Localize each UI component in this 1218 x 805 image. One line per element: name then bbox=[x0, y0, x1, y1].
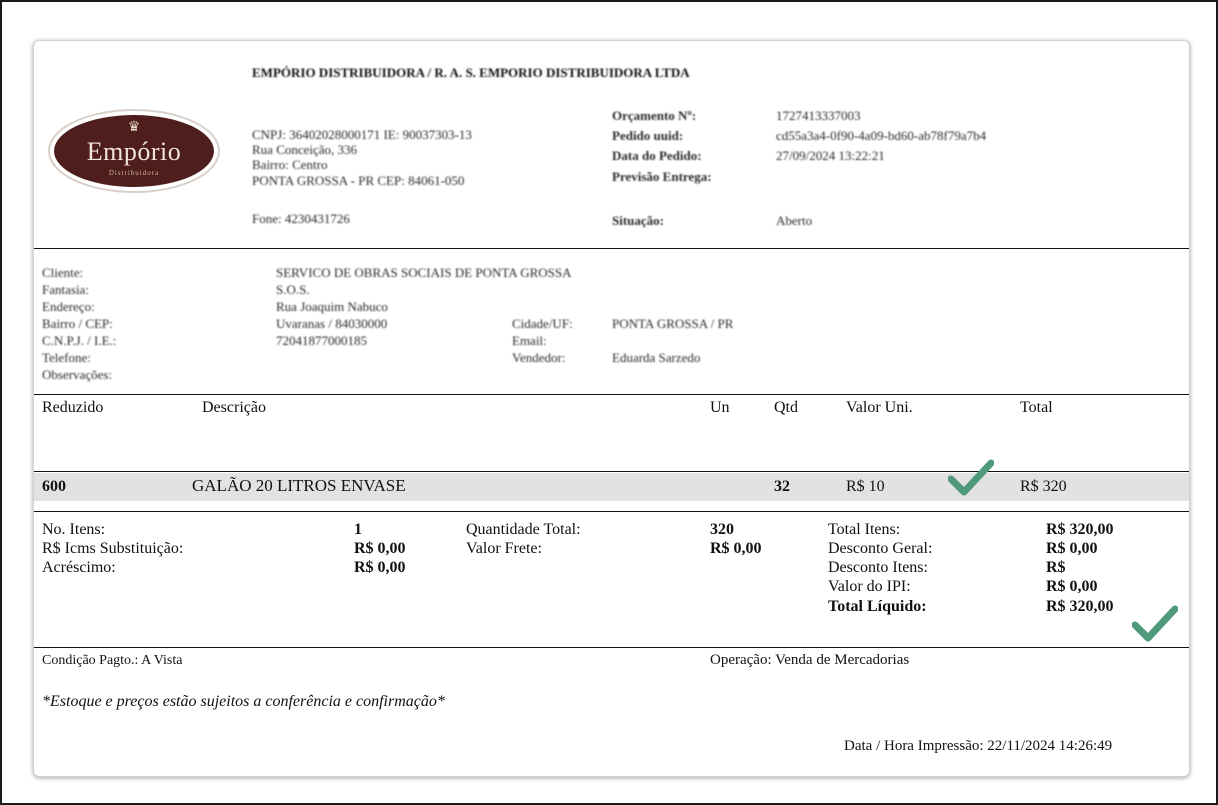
bairro-label: Bairro / CEP: bbox=[42, 316, 113, 331]
row-valor-uni: R$ 10 bbox=[846, 478, 885, 495]
total-itens-value: R$ 320,00 bbox=[1046, 521, 1114, 538]
num-items-label: No. Itens: bbox=[42, 521, 106, 538]
icms-value: R$ 0,00 bbox=[354, 540, 406, 557]
col-header-valor-uni: Valor Uni. bbox=[846, 399, 913, 416]
frete-label: Valor Frete: bbox=[466, 540, 542, 557]
divider-client bbox=[34, 394, 1189, 395]
checkmark-icon bbox=[948, 459, 994, 497]
liquido-label: Total Líquido: bbox=[828, 598, 927, 615]
col-header-descricao: Descrição bbox=[202, 399, 266, 416]
budget-label: Orçamento Nº: bbox=[612, 108, 697, 123]
cnpj-value: 72041877000185 bbox=[276, 333, 367, 348]
col-header-reduzido: Reduzido bbox=[42, 399, 104, 416]
payment-condition: Condição Pagto.: A Vista bbox=[42, 653, 183, 668]
ipi-value: R$ 0,00 bbox=[1046, 578, 1098, 595]
budget-value: 1727413337003 bbox=[776, 108, 861, 123]
divider-items bbox=[34, 511, 1189, 512]
cidade-label: Cidade/UF: bbox=[512, 316, 573, 331]
col-header-un: Un bbox=[710, 399, 730, 416]
desc-geral-label: Desconto Geral: bbox=[828, 540, 933, 557]
icms-label: R$ Icms Substituição: bbox=[42, 540, 184, 557]
num-items-value: 1 bbox=[354, 521, 362, 538]
company-cnpj: CNPJ: 36402028000171 IE: 90037303-13 bbox=[252, 127, 472, 142]
crown-icon: ♛ bbox=[127, 120, 141, 135]
bairro-value: Uvaranas / 84030000 bbox=[276, 316, 388, 331]
company-phone: Fone: 4230431726 bbox=[252, 211, 350, 226]
company-city: PONTA GROSSA - PR CEP: 84061-050 bbox=[252, 173, 465, 188]
fantasia-label: Fantasia: bbox=[42, 282, 89, 297]
client-label: Cliente: bbox=[42, 265, 84, 280]
cnpj-label: C.N.P.J. / I.E.: bbox=[42, 333, 117, 348]
col-header-qtd: Qtd bbox=[774, 399, 798, 416]
ipi-label: Valor do IPI: bbox=[828, 578, 911, 595]
qty-total-value: 320 bbox=[710, 521, 734, 538]
company-title: EMPÓRIO DISTRIBUIDORA / R. A. S. EMPORIO DISTRIBUIDORA LTDA bbox=[252, 65, 690, 80]
divider-table-header bbox=[34, 471, 1189, 472]
situation-value: Aberto bbox=[776, 213, 813, 228]
vendedor-value: Eduarda Sarzedo bbox=[612, 350, 701, 365]
print-timestamp: Data / Hora Impressão: 22/11/2024 14:26:49 bbox=[844, 738, 1113, 754]
divider-totals bbox=[34, 647, 1189, 648]
client-value: SERVICO DE OBRAS SOCIAIS DE PONTA GROSSA bbox=[276, 265, 572, 280]
row-descricao: GALÃO 20 LITROS ENVASE bbox=[192, 476, 406, 495]
desc-itens-label: Desconto Itens: bbox=[828, 559, 928, 576]
acrescimo-label: Acréscimo: bbox=[42, 559, 116, 576]
obs-label: Observações: bbox=[42, 367, 113, 382]
desc-itens-value: R$ bbox=[1046, 559, 1066, 576]
situation-label: Situação: bbox=[612, 213, 664, 228]
logo-wordmark: Empório bbox=[86, 137, 182, 166]
total-itens-label: Total Itens: bbox=[828, 521, 901, 538]
date-label: Data do Pedido: bbox=[612, 148, 702, 163]
phone-label: Telefone: bbox=[42, 350, 91, 365]
order-document bbox=[33, 40, 1190, 777]
acrescimo-value: R$ 0,00 bbox=[354, 559, 406, 576]
company-logo bbox=[50, 111, 218, 191]
disclaimer: *Estoque e preços estão sujeitos a conferência e confirmação* bbox=[42, 693, 445, 710]
col-header-total: Total bbox=[1020, 399, 1053, 416]
company-street: Rua Conceição, 336 bbox=[252, 142, 358, 157]
cidade-value: PONTA GROSSA / PR bbox=[612, 316, 734, 331]
address-label: Endereço: bbox=[42, 299, 95, 314]
pedido-value: cd55a3a4-0f90-4a09-bd60-ab78f79a7b4 bbox=[776, 128, 987, 143]
divider-header bbox=[34, 248, 1189, 249]
email-label: Email: bbox=[512, 333, 547, 348]
address-value: Rua Joaquim Nabuco bbox=[276, 299, 388, 314]
vendedor-label: Vendedor: bbox=[512, 350, 566, 365]
operation-type: Operação: Venda de Mercadorias bbox=[710, 652, 910, 668]
desc-geral-value: R$ 0,00 bbox=[1046, 540, 1098, 557]
date-value: 27/09/2024 13:22:21 bbox=[776, 148, 885, 163]
frete-value: R$ 0,00 bbox=[710, 540, 762, 557]
row-qtd: 32 bbox=[774, 478, 790, 495]
forecast-label: Previsão Entrega: bbox=[612, 169, 712, 184]
fantasia-value: S.O.S. bbox=[276, 282, 310, 297]
checkmark-icon bbox=[1132, 605, 1178, 643]
qty-total-label: Quantidade Total: bbox=[466, 521, 581, 538]
logo-subtitle: Distribuidora bbox=[108, 169, 160, 177]
company-district: Bairro: Centro bbox=[252, 157, 328, 172]
row-reduzido: 600 bbox=[42, 478, 66, 495]
liquido-value: R$ 320,00 bbox=[1046, 598, 1114, 615]
row-total: R$ 320 bbox=[1020, 478, 1067, 495]
pedido-label: Pedido uuid: bbox=[612, 128, 684, 143]
